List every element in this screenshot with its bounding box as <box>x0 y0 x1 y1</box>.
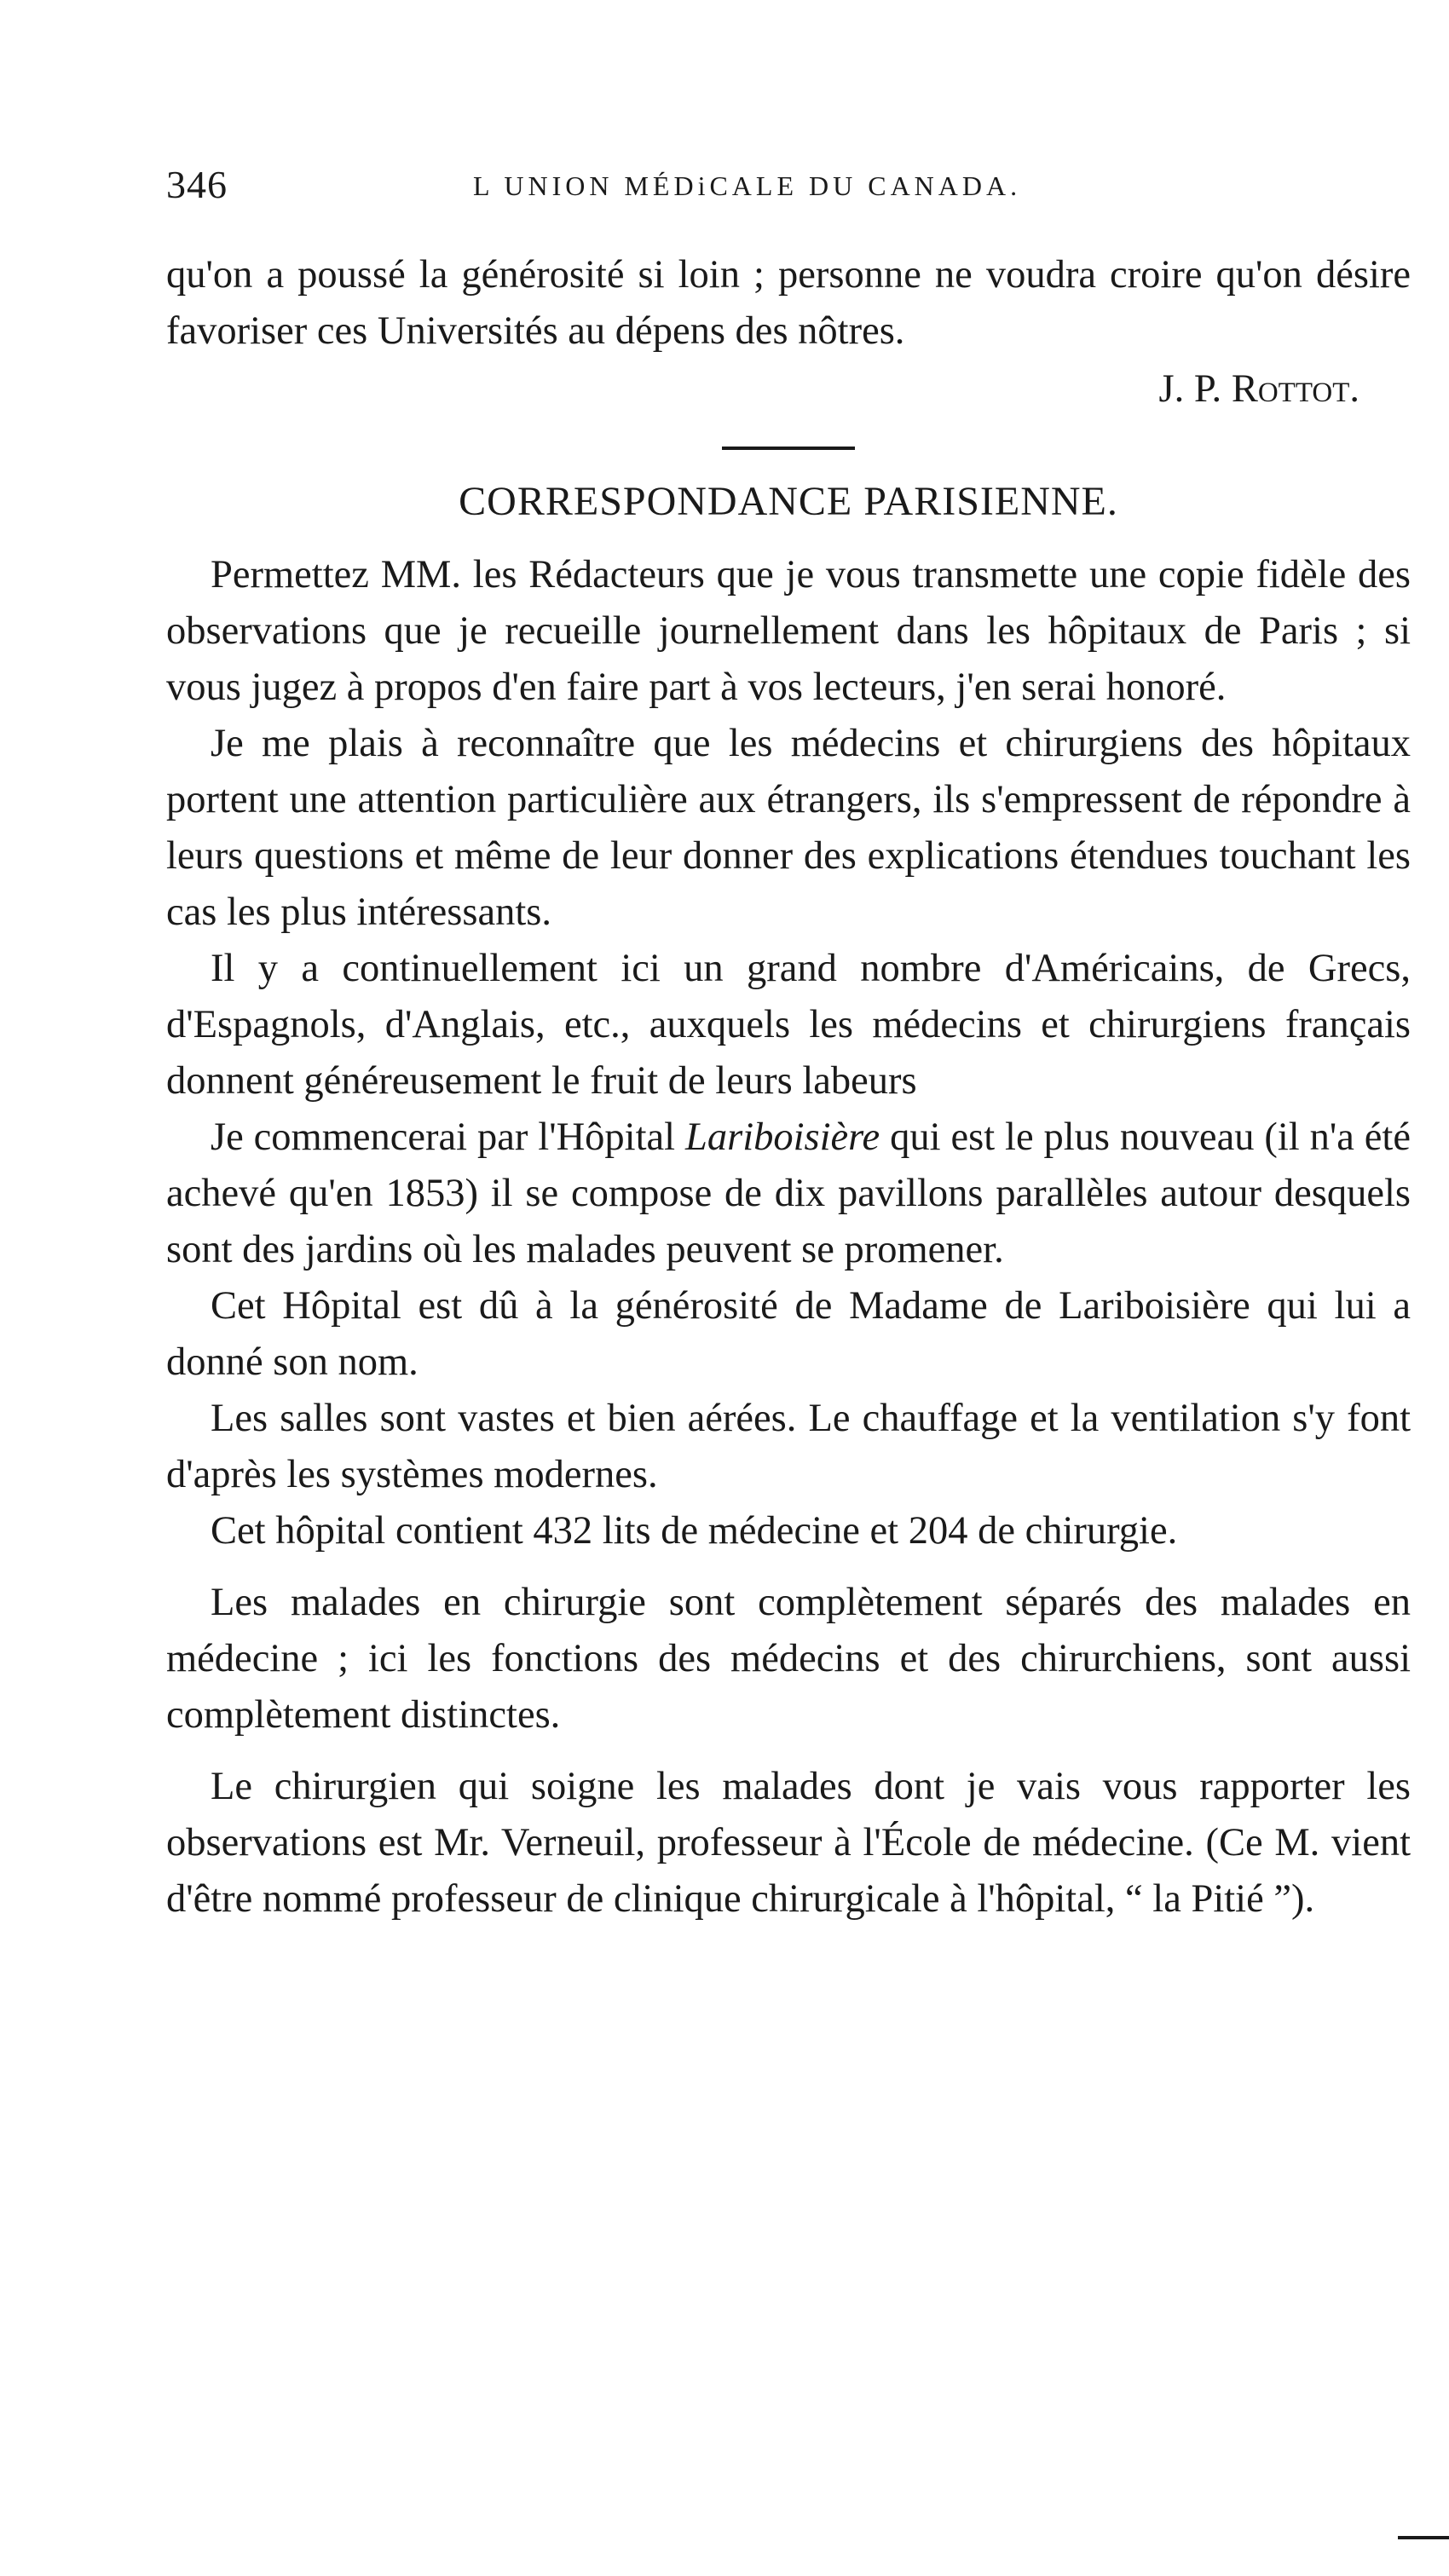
continued-paragraph: qu'on a poussé la générosité si loin ; personne ne voudra croire qu'on désire favoriser ces Universités au dépens des nôtres. <box>166 253 1411 353</box>
paragraph-4-start: Je commencerai par l'Hôpital <box>211 1115 685 1159</box>
signature-name: Rottot. <box>1231 367 1360 411</box>
paragraph-2: Je me plais à reconnaître que les médecins et chirurgiens des hôpitaux portent une attention particulière aux étrangers, ils s'empressent de répondre à leurs questions et même de leur donner des explications étendues touchant les cas les plus intéressants. <box>166 722 1411 934</box>
paragraph-3: Il y a continuellement ici un grand nombre d'Américains, de Grecs, d'Espagnols, d'Anglais, etc., auxquels les médecins et chirurgiens français donnent généreusement le fruit de leurs labeurs <box>166 947 1411 1103</box>
section-title: CORRESPONDANCE PARISIENNE. <box>459 479 1118 524</box>
paragraph-9: Le chirurgien qui soigne les malades dont je vais vous rapporter les observations est Mr. Verneuil, professeur à l'École de médecine. (Ce M. vient d'être nommé professeur de clinique chirurgicale à l'hôpital, “ la Pitié ”). <box>166 1765 1411 1921</box>
paragraph-8: Les malades en chirurgie sont complètement séparés des malades en médecine ; ici les fonctions des médecins et des chirurchiens, sont aussi complètement distinctes. <box>166 1581 1411 1737</box>
edge-mark <box>1398 2536 1449 2539</box>
page-body <box>166 247 1411 1928</box>
page-number: 346 <box>166 163 228 206</box>
paragraph-4 <box>166 1109 1411 1278</box>
signature <box>166 361 1411 418</box>
running-title: L UNION MÉDiCALE DU CANADA. <box>473 170 1022 201</box>
paragraph-1: Permettez MM. les Rédacteurs que je vous transmette une copie fidèle des observations que je recueille journellement dans les hôpitaux de Paris ; si vous jugez à propos d'en faire part à vos lecteurs, j'en serai honoré. <box>166 553 1411 709</box>
page-header <box>166 162 1411 213</box>
signature-initials: J. P. <box>1158 367 1232 411</box>
paragraph-6: Les salles sont vastes et bien aérées. Le chauffage et la ventilation s'y font d'après les systèmes modernes. <box>166 1397 1411 1496</box>
paragraph-4-rest: qui est le plus nouveau (il n'a été achevé qu'en 1853) il se compose de dix pavillons parallèles autour desquels sont des jardins où les malades peuvent se promener. <box>166 1115 1411 1271</box>
paragraph-5: Cet Hôpital est dû à la générosité de Madame de Lariboisière qui lui a donné son nom. <box>166 1284 1411 1384</box>
hospital-name-italic: Lariboisière <box>684 1115 880 1159</box>
section-divider <box>722 447 855 450</box>
paragraph-7: Cet hôpital contient 432 lits de médecine et 204 de chirurgie. <box>211 1509 1178 1553</box>
